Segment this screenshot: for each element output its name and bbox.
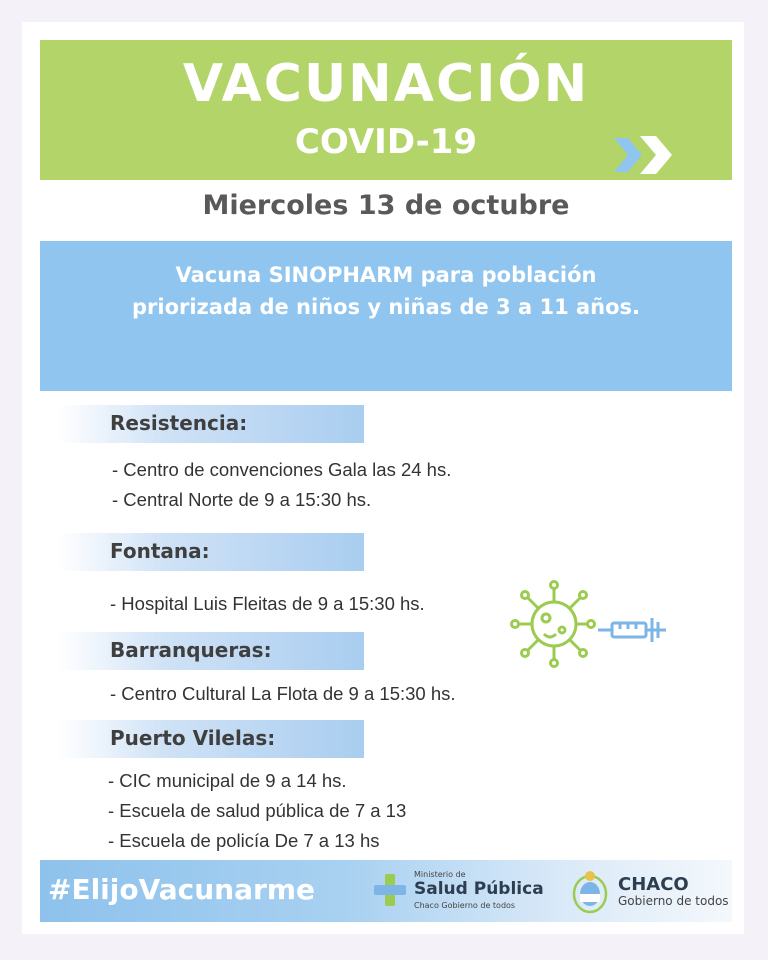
- virus-icon: [512, 582, 595, 667]
- vaccine-info-band: [40, 241, 732, 391]
- poster-subtitle: COVID-19: [294, 122, 478, 162]
- location-name: Resistencia:: [110, 411, 248, 435]
- location-name: Fontana:: [110, 539, 210, 563]
- vaccine-info-line-2: priorizada de niños y niñas de 3 a 11 años.: [131, 295, 641, 319]
- list-item: - Escuela de salud pública de 7 a 13: [108, 800, 407, 821]
- ministry-subtitle: Chaco Gobierno de todos: [414, 901, 516, 910]
- list-item: - Centro Cultural La Flota de 9 a 15:30 hs.: [110, 683, 456, 704]
- ministry-name: Salud Pública: [414, 879, 544, 899]
- vaccine-info-line-1: Vacuna SINOPHARM para población: [175, 263, 597, 287]
- footer-banner: [40, 860, 732, 922]
- location-tag-fontana: [58, 533, 364, 571]
- medical-cross-icon: [372, 872, 408, 908]
- virus-syringe-illustration: [508, 578, 678, 670]
- poster-title: VACUNACIÓN: [182, 54, 590, 114]
- location-tag-resistencia: [58, 405, 364, 443]
- hashtag: #ElijoVacunarme: [48, 873, 315, 906]
- list-item: - Centro de convenciones Gala las 24 hs.: [112, 459, 452, 480]
- chaco-seal-icon: [570, 868, 610, 916]
- list-item: - Central Norte de 9 a 15:30 hs.: [112, 489, 372, 510]
- list-item: - Escuela de policía De 7 a 13 hs: [108, 830, 380, 851]
- location-tag-puerto-vilelas: [58, 720, 364, 758]
- double-chevron-right-icon: [614, 134, 674, 176]
- list-item: - Hospital Luis Fleitas de 9 a 15:30 hs.: [110, 593, 425, 614]
- chaco-name: CHACO: [618, 874, 689, 895]
- ministry-label-small: Ministerio de: [414, 870, 466, 879]
- location-tag-barranqueras: [58, 632, 364, 670]
- location-name: Barranqueras:: [110, 638, 272, 662]
- location-name: Puerto Vilelas:: [110, 726, 276, 750]
- syringe-icon: [598, 618, 666, 642]
- list-item: - CIC municipal de 9 a 14 hs.: [108, 770, 347, 791]
- event-date: Miercoles 13 de octubre: [202, 190, 570, 221]
- header-banner: [40, 40, 732, 180]
- chaco-subtitle: Gobierno de todos: [618, 894, 729, 908]
